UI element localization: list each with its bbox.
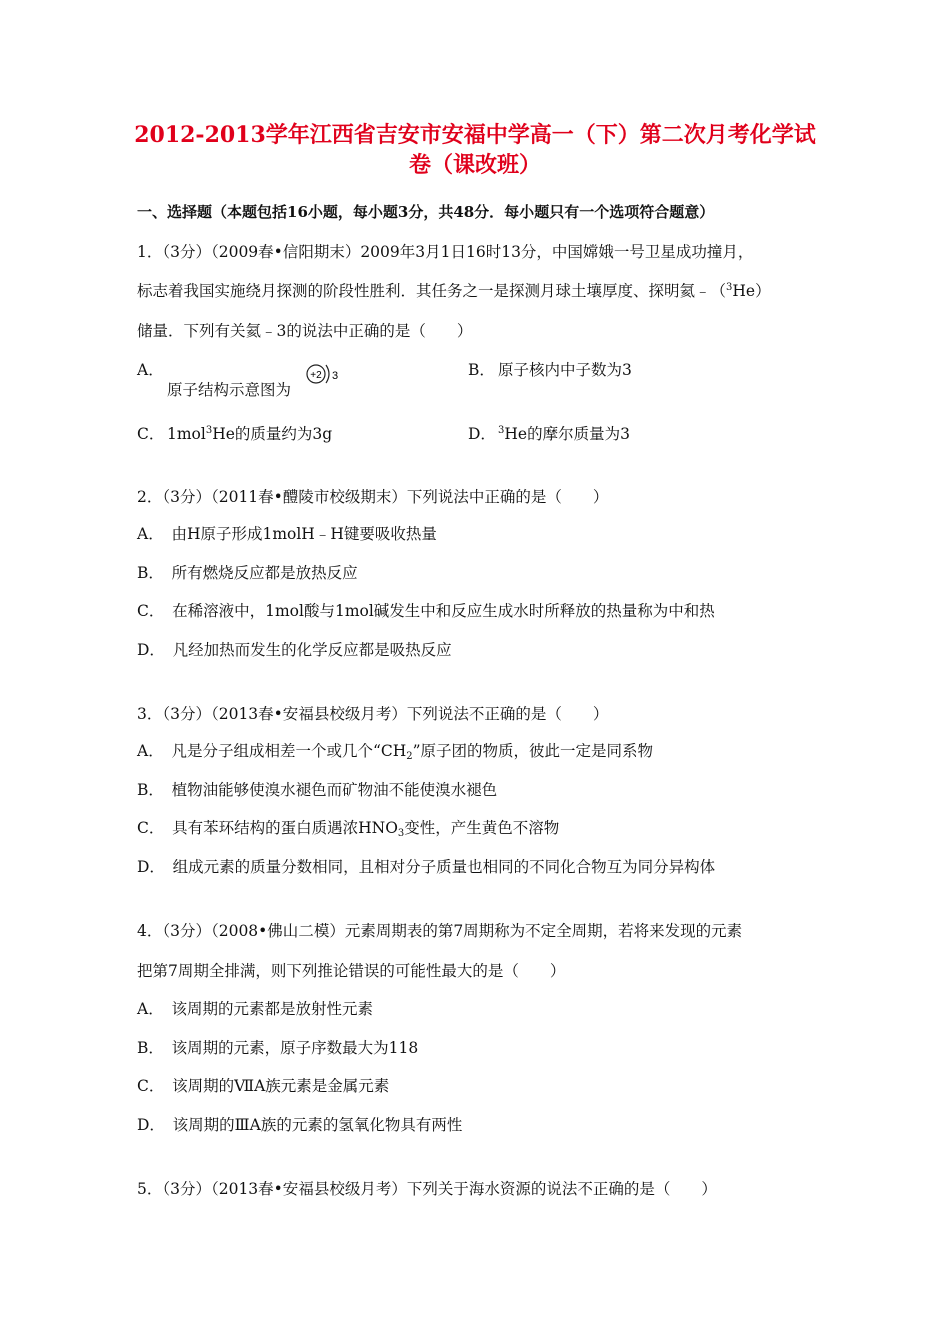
section-heading: 一、选择题（本题包括16小题，每小题3分，共48分．每小题只有一个选项符合题意） [137,203,715,221]
q4-stem-line-2: 把第7周期全排满，则下列推论错误的可能性最大的是（ ） [137,962,566,980]
q3-option-d: D． 组成元素的质量分数相同，且相对分子质量也相同的不同化合物互为同分异构体 [137,858,716,876]
q3-option-a: A． 凡是分子组成相差一个或几个“$CH_2$”原子团的物质，彼此一定是同系物 [137,742,654,762]
q1-option-c: C． 1mol$^3$He的质量约为3g [137,425,333,443]
q1-option-b: B． 原子核内中子数为3 [468,361,632,379]
q1-option-a [137,358,164,380]
q1-stem-line-2: 标志着我国实施绕月探测的阶段性胜利．其任务之一是探测月球土壤厚度、探明氦﹣（$^3$He） [137,282,771,300]
q1-stem-line-3: 储量．下列有关氦﹣3的说法中正确的是（ ） [137,322,473,340]
q4-option-a: A． 该周期的元素都是放射性元素 [137,1000,373,1018]
q2-option-a: A． 由H原子形成1molH﹣H键要吸收热量 [137,525,437,543]
q2-stem: 2．（3分）（2011春•醴陵市校级期末）下列说法中正确的是（ ） [137,488,609,506]
q4-option-d: D． 该周期的ⅢA族的元素的氢氧化物具有两性 [137,1116,463,1134]
electron-shell-arc [326,365,329,383]
shell-electron-count: 3 [332,370,339,382]
q2-option-d: D． 凡经加热而发生的化学反应都是吸热反应 [137,641,452,659]
q3-option-c: C． 具有苯环结构的蛋白质遇浓$HNO_3$变性，产生黄色不溶物 [137,819,560,839]
atomic-structure-diagram [305,360,339,388]
q4-option-c: C． 该周期的ⅦA族元素是金属元素 [137,1077,390,1095]
q5-stem: 5．（3分）（2013春•安福县校级月考）下列关于海水资源的说法不正确的是（ ） [137,1180,717,1198]
q3-stem: 3．（3分）（2013春•安福县校级月考）下列说法不正确的是（ ） [137,705,609,723]
nucleus-charge: +2 [310,370,322,381]
q1-option-d: D． $^3$He的摩尔质量为3 [468,425,630,443]
q1-option-a-text: 原子结构示意图为 [167,381,292,399]
q2-option-c: C． 在稀溶液中，1mol酸与1mol碱发生中和反应生成水时所释放的热量称为中和热 [137,602,715,620]
q1-stem-line-1: 1．（3分）（2009春•信阳期末）2009年3月1日16时13分，中国嫦娥一号卫星成功撞月， [137,243,754,261]
title-line-2: 卷（课改班） [408,152,541,178]
q2-option-b: B． 所有燃烧反应都是放热反应 [137,564,358,582]
q4-stem-line-1: 4．（3分）（2008•佛山二模）元素周期表的第7周期称为不定全周期，若将来发现的元素 [137,922,743,940]
option-label: A． [137,361,164,379]
title-line-1: 2012-2013学年江西省吉安市安福中学高一（下）第二次月考化学试 [134,122,816,148]
q4-option-b: B． 该周期的元素，原子序数最大为118 [137,1039,419,1057]
document-title [90,120,860,180]
q3-option-b: B． 植物油能够使溴水褪色而矿物油不能使溴水褪色 [137,781,498,799]
